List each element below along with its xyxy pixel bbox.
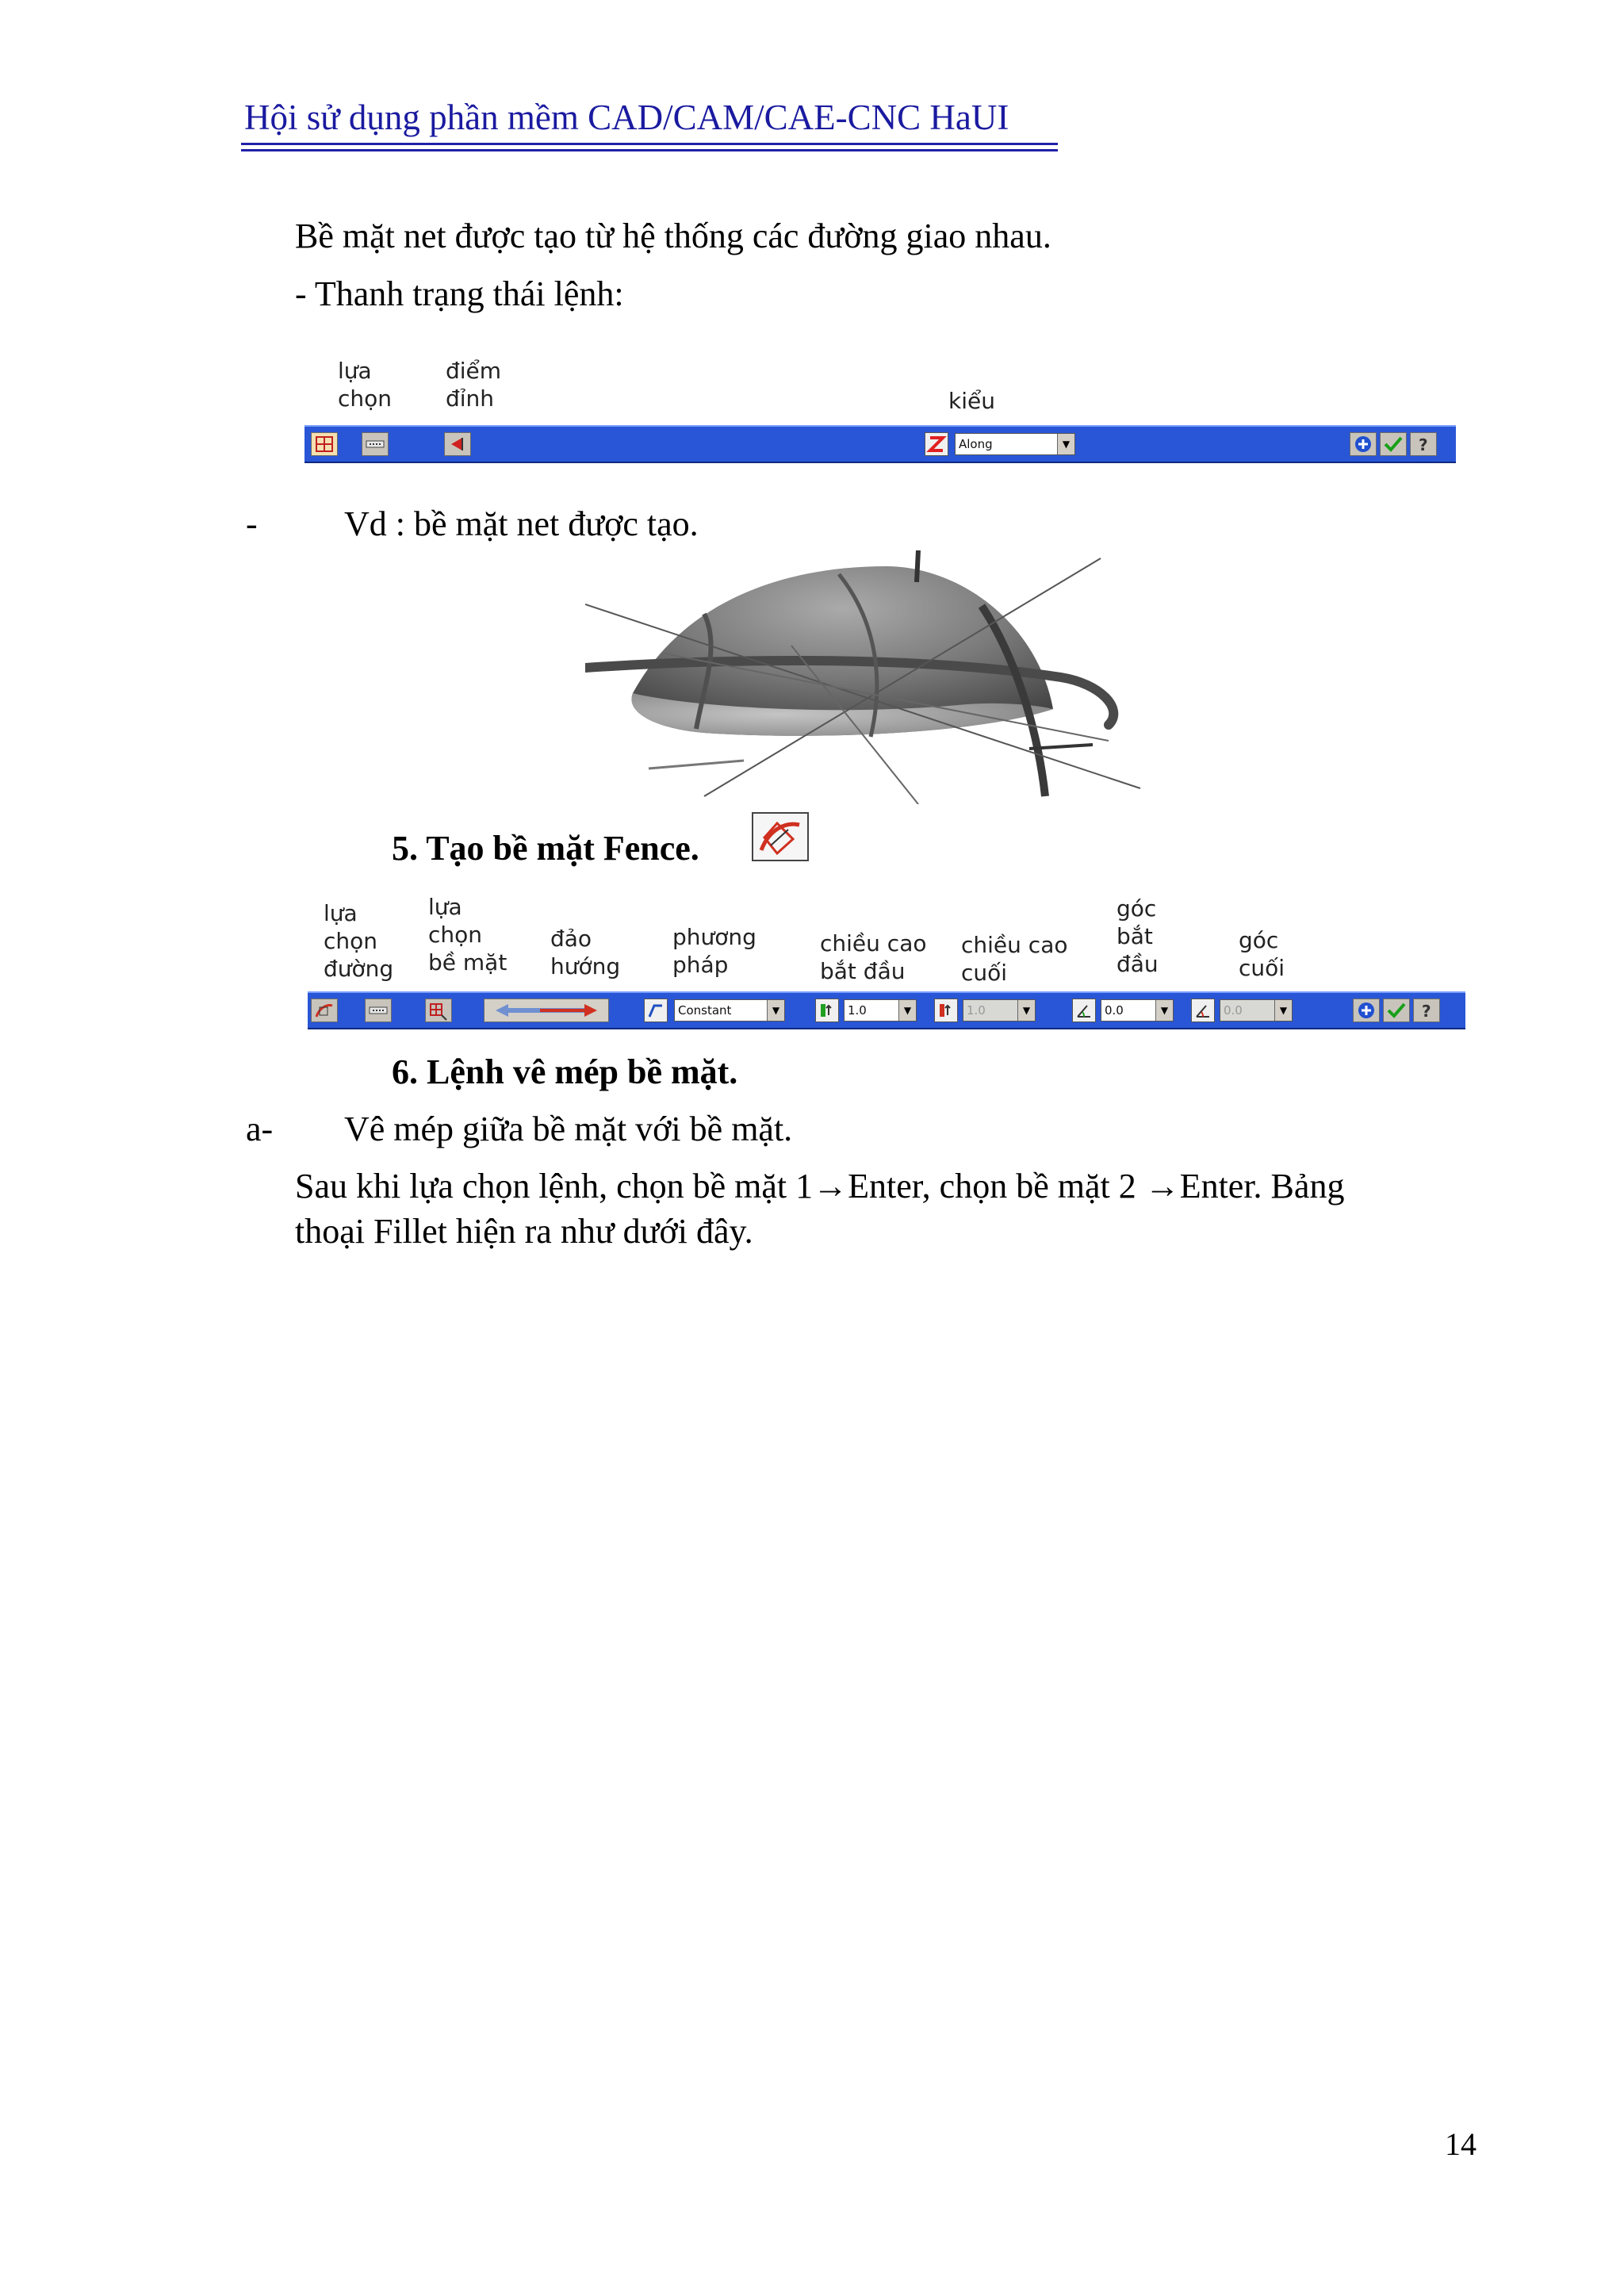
apply-check-icon[interactable] [1380, 432, 1407, 456]
page-header-title: Hội sử dụng phần mềm CAD/CAM/CAE-CNC HaUI [244, 98, 1009, 137]
start-height-input[interactable]: 1.0 ▼ [844, 999, 917, 1022]
fence-surface-toolbar [308, 991, 1465, 1029]
end-angle-input[interactable]: 0.0 ▼ [1220, 999, 1293, 1022]
svg-text:?: ? [1419, 435, 1428, 454]
select-curve-icon[interactable] [311, 999, 338, 1022]
vertex-point-icon[interactable] [444, 432, 471, 456]
list-marker-a: a- [246, 1110, 274, 1148]
method-icon[interactable] [644, 999, 668, 1022]
apply-check-icon-2[interactable] [1383, 999, 1410, 1022]
label-vertex: điểm đỉnh [446, 358, 502, 412]
net-surface-illustration [585, 550, 1172, 804]
label-start-angle: góc bắt đầu [1116, 895, 1159, 977]
help-icon[interactable] [1410, 432, 1437, 456]
header-rule [241, 143, 1058, 145]
label-select-surface: lựa chọn bề mặt [428, 894, 508, 976]
help-icon-2[interactable] [1413, 999, 1440, 1022]
item-a-text: Vê mép giữa bề mặt với bề mặt. [344, 1110, 793, 1148]
label-start-height: chiều cao bắt đầu [820, 930, 927, 984]
plus-icon[interactable] [1350, 432, 1377, 456]
chevron-down-icon[interactable]: ▼ [767, 1000, 784, 1021]
chevron-down-icon[interactable]: ▼ [1057, 434, 1074, 454]
label-method: phương pháp [672, 924, 756, 978]
flip-direction-button[interactable] [484, 999, 609, 1022]
chevron-down-icon[interactable]: ▼ [898, 1000, 916, 1021]
select-chain-icon-2[interactable] [365, 999, 392, 1022]
net-surface-toolbar [304, 425, 1456, 463]
label-end-angle: góc cuối [1239, 927, 1285, 981]
grid-select-icon[interactable] [311, 432, 338, 456]
chevron-down-icon[interactable]: ▼ [1017, 1000, 1035, 1021]
label-flip: đảo hướng [550, 926, 621, 979]
paragraph-status-bar: - Thanh trạng thái lệnh: [295, 274, 624, 313]
paragraph-fillet-line-2: thoại Fillet hiện ra như dưới đây. [295, 1212, 753, 1251]
start-angle-input[interactable]: 0.0 ▼ [1101, 999, 1174, 1022]
label-select-curve: lựa chọn đường [324, 900, 394, 982]
paragraph-fillet-line-1: Sau khi lựa chọn lệnh, chọn bề mặt 1→Enter, chọn bề mặt 2 →Enter. Bảng [295, 1167, 1345, 1205]
type-select[interactable]: Along ▼ [955, 433, 1075, 455]
select-surface-icon[interactable] [425, 999, 452, 1022]
paragraph-net-surface: Bề mặt net được tạo từ hệ thống các đường giao nhau. [295, 217, 1051, 255]
plus-icon-2[interactable] [1353, 999, 1380, 1022]
section-6-heading: 6. Lệnh vê mép bề mặt. [392, 1052, 738, 1091]
chevron-down-icon[interactable]: ▼ [1274, 1000, 1292, 1021]
end-height-input[interactable]: 1.0 ▼ [963, 999, 1036, 1022]
end-angle-icon[interactable] [1191, 999, 1215, 1022]
fence-surface-icon[interactable] [752, 812, 809, 861]
start-height-icon[interactable] [815, 999, 839, 1022]
end-height-icon[interactable] [934, 999, 958, 1022]
method-select[interactable]: Constant ▼ [674, 999, 785, 1022]
page-number: 14 [1445, 2126, 1477, 2162]
header-rule-2 [241, 149, 1058, 151]
label-end-height: chiều cao cuối [961, 932, 1068, 986]
type-z-icon[interactable] [925, 432, 948, 456]
chevron-down-icon[interactable]: ▼ [1155, 1000, 1173, 1021]
start-angle-icon[interactable] [1072, 999, 1096, 1022]
select-chain-icon[interactable] [362, 432, 389, 456]
svg-text:?: ? [1422, 1002, 1431, 1021]
label-select: lựa chọn [338, 358, 393, 412]
section-5-heading: 5. Tạo bề mặt Fence. [392, 829, 699, 868]
example-dash: - [246, 504, 258, 543]
example-text: Vd : bề mặt net được tạo. [344, 504, 699, 543]
label-type: kiểu [948, 388, 995, 414]
